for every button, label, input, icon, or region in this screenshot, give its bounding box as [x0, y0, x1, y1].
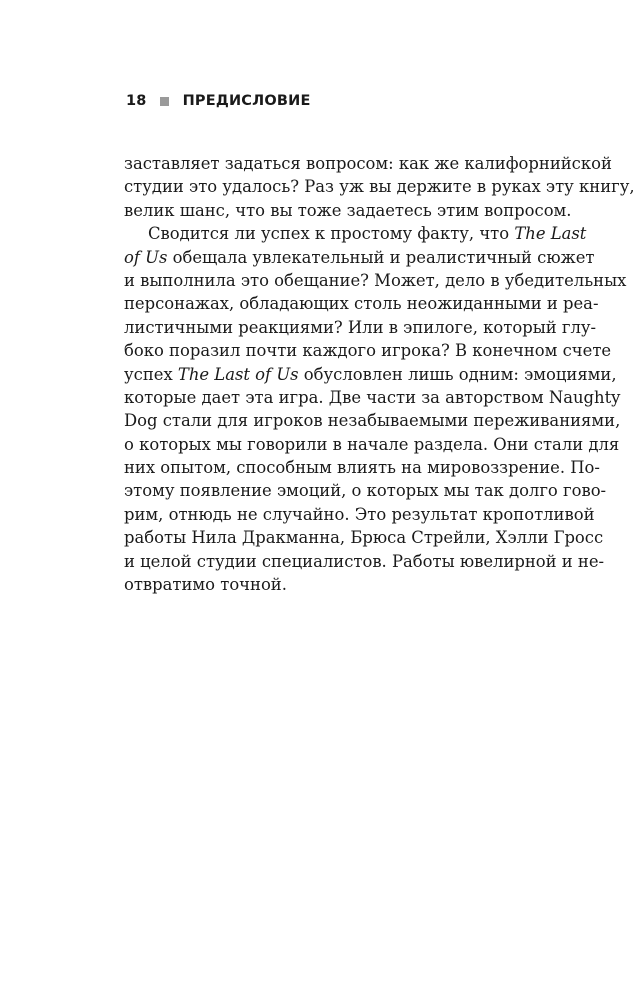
section-title: ПРЕДИСЛОВИЕ	[182, 93, 311, 109]
text-line	[124, 199, 572, 222]
text-segment: боко поразил почти каждого игрока? В конечном счете	[124, 341, 612, 361]
text-segment: Dog стали для игроков незабываемыми переживаниями,	[124, 411, 621, 431]
text-segment: и выполнила это обещание? Может, дело в убедительных	[124, 270, 627, 290]
text-segment: работы Нила Дракманна, Брюса Стрейли, Хэлли Гросс	[124, 528, 604, 548]
text-line	[124, 526, 604, 549]
text-line	[124, 503, 595, 526]
text-line	[124, 363, 617, 386]
text-segment: отвратимо точной.	[124, 575, 287, 595]
text-segment: о которых мы говорили в начале раздела. Они стали для	[124, 434, 620, 454]
text-line	[124, 316, 597, 339]
text-line	[124, 292, 599, 315]
text-line	[124, 550, 605, 573]
text-line	[124, 246, 595, 269]
text-line	[124, 175, 635, 198]
text-line	[124, 573, 528, 596]
text-line	[124, 433, 620, 456]
text-line	[124, 409, 621, 432]
text-segment: студии это удалось? Раз уж вы держите в руках эту книгу,	[124, 177, 635, 197]
text-line	[124, 339, 612, 362]
text-segment: них опытом, способным влиять на мировоззрение. По-	[124, 458, 600, 478]
text-segment: листичными реакциями? Или в эпилоге, который глу-	[124, 317, 597, 337]
text-line	[124, 222, 587, 245]
body-text	[124, 152, 635, 596]
text-segment: Сводится ли успех к простому факту, что	[148, 224, 515, 244]
text-segment: и целой студии специалистов. Работы ювелирной и не-	[124, 551, 605, 571]
italic-title: The Last	[514, 224, 587, 244]
text-segment: которые дает эта игра. Две части за авторством Naughty	[124, 387, 621, 407]
italic-title: of Us	[124, 247, 168, 267]
text-segment: успех	[124, 364, 178, 384]
paragraph	[124, 222, 627, 596]
text-segment: персонажах, обладающих столь неожиданными и реа-	[124, 294, 599, 314]
header-separator-square-icon	[160, 97, 169, 106]
italic-title: The Last of Us	[177, 364, 299, 384]
text-line	[124, 456, 600, 479]
text-line	[124, 479, 607, 502]
text-segment: этому появление эмоций, о которых мы так долго гово-	[124, 481, 607, 501]
text-segment: обусловлен лишь одним: эмоциями,	[298, 364, 617, 384]
text-segment: обещала увлекательный и реалистичный сюжет	[167, 247, 595, 267]
text-line	[124, 152, 612, 175]
text-line	[124, 386, 621, 409]
page-number: 18	[126, 93, 147, 109]
text-segment: заставляет задаться вопросом: как же калифорнийской	[124, 154, 612, 173]
running-header	[126, 91, 311, 111]
text-segment: велик шанс, что вы тоже задаетесь этим вопросом.	[124, 200, 572, 220]
text-segment: рим, отнюдь не случайно. Это результат кропотливой	[124, 504, 595, 524]
text-line	[124, 269, 627, 292]
paragraph	[124, 152, 635, 222]
